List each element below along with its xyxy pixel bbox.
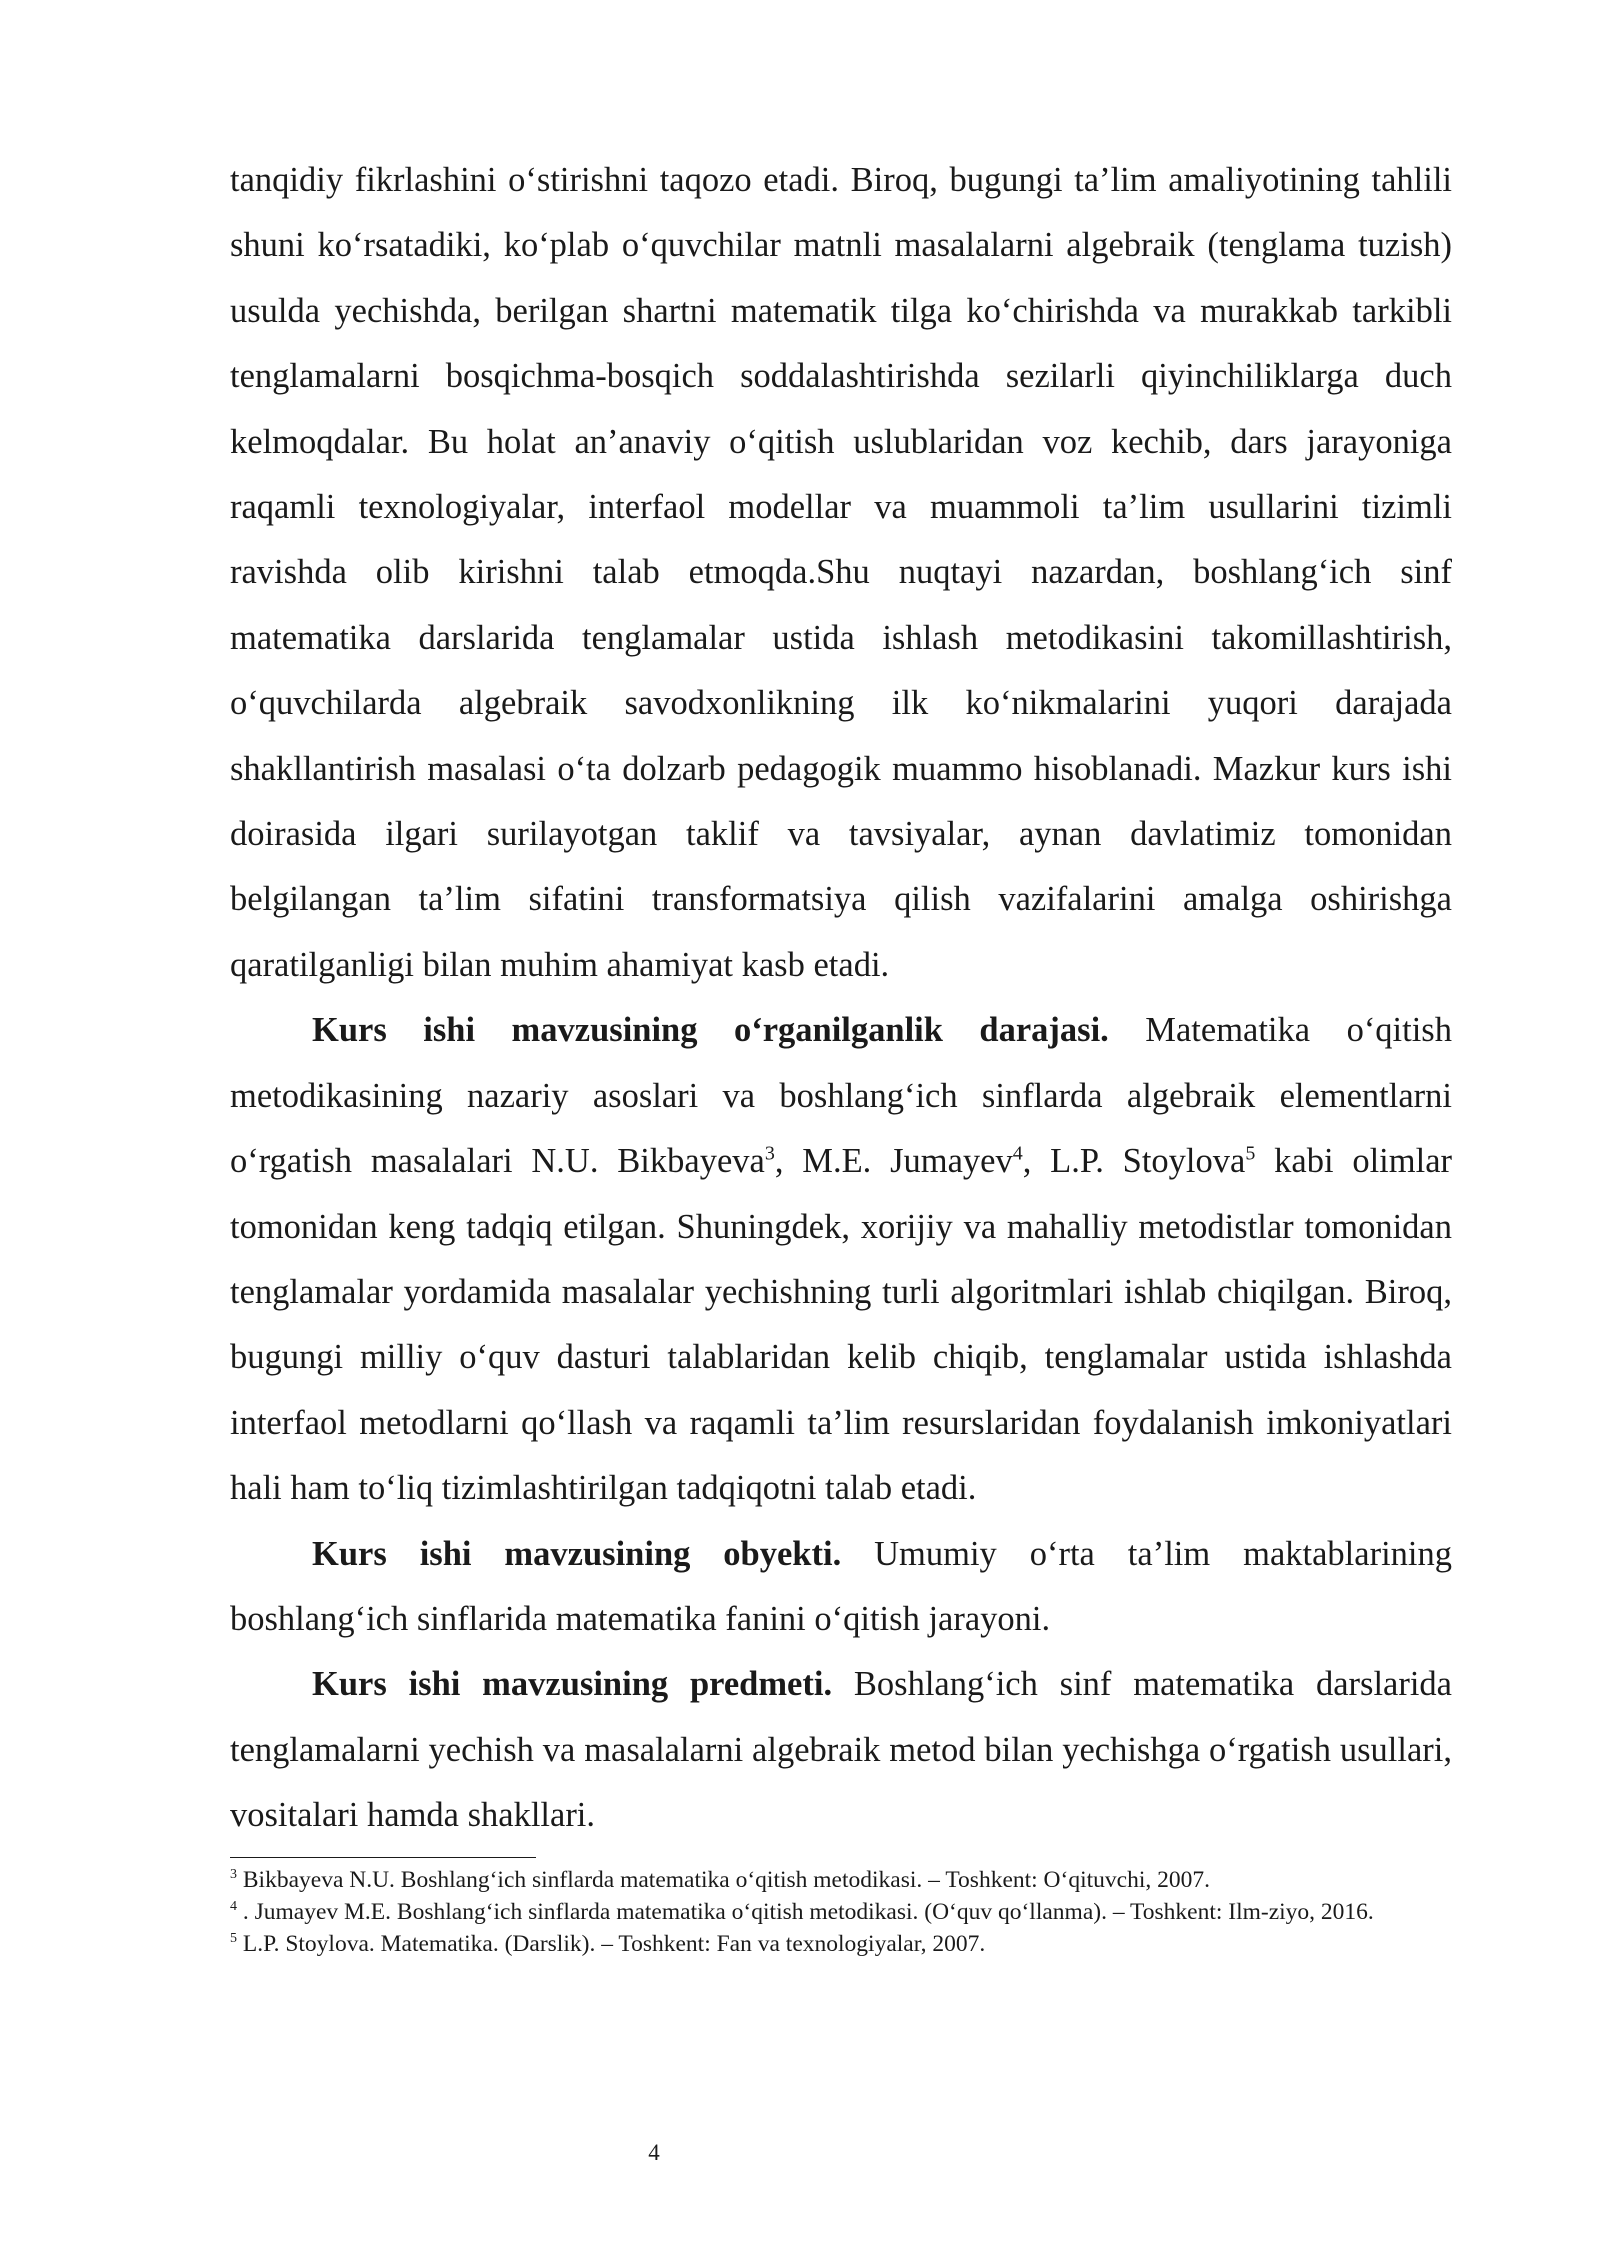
- section-heading-study-level: Kurs ishi mavzusining o‘rganilganlik darajasi.: [312, 1011, 1109, 1050]
- study-level-text-1: Matematika o‘qitish metodikasining nazariy asoslari va boshlang‘ich sinflarda algebraik elementlarni o‘rgatish masalalari N.U. Bikbayeva: [230, 1011, 1452, 1181]
- footnote-text-3: Bikbayeva N.U. Boshlang‘ich sinflarda matematika o‘qitish metodikasi. – Toshkent: O‘qituvchi, 2007.: [237, 1866, 1211, 1893]
- footnote-text-4: . Jumayev M.E. Boshlang‘ich sinflarda matematika o‘qitish metodikasi. (O‘quv qo‘llanma). – Toshkent: Ilm-ziyo, 2016.: [237, 1898, 1374, 1925]
- footnotes: [230, 1864, 1452, 1960]
- paragraph-subject: [230, 1652, 1452, 1848]
- footnote-ref-5[interactable]: 5: [1245, 1142, 1256, 1165]
- paragraph-continuation: tanqidiy fikrlashini o‘stirishni taqozo etadi. Biroq, bugungi ta’lim amaliyotining tahlili shuni ko‘rsatadiki, ko‘plab o‘quvchilar matnli masalalarni algebraik (tenglama tuzish) usulda yechishda, berilgan shartni matematik tilga ko‘chirishda va murakkab tarkibli tenglamalarni bosqichma-bosqich soddalashtirishda sezilarli qiyinchiliklarga duch kelmoqdalar. Bu holat an’anaviy o‘qitish uslublaridan voz kechib, dars jarayoniga raqamli texnologiyalar, interfaol modellar va muammoli ta’lim usullarini tizimli ravishda olib kirishni talab etmoqda.Shu nuqtayi nazardan, boshlang‘ich sinf matematika darslarida tenglamalar ustida ishlash metodikasini takomillashtirish, o‘quvchilarda algebraik savodxonlikning ilk ko‘nikmalarini yuqori darajada shakllantirish masalasi o‘ta dolzarb pedagogik muammo hisoblanadi. Mazkur kurs ishi doirasida ilgari surilayotgan taklif va tavsiyalar, aynan davlatimiz tomonidan belgilangan ta’lim sifatini transformatsiya qilish vazifalarini amalga oshirishga qaratilganligi bilan muhim ahamiyat kasb etadi.: [230, 161, 1452, 984]
- document-page: [230, 148, 1452, 1960]
- section-heading-subject: Kurs ishi mavzusining predmeti.: [312, 1665, 833, 1704]
- footnote-mark-5: 5: [230, 1930, 237, 1946]
- subject-text: Boshlang‘ich sinf matematika darslarida tenglamalarni yechish va masalalarni algebraik metod bilan yechishga o‘rgatish usullari, vositalari hamda shakllari.: [230, 1665, 1452, 1835]
- study-level-text-2: , M.E. Jumayev: [774, 1142, 1013, 1181]
- footnote-mark-4: 4: [230, 1898, 237, 1914]
- footnote-3: [230, 1864, 1452, 1896]
- paragraph-study-level: [230, 998, 1452, 1521]
- section-heading-object: Kurs ishi mavzusining obyekti.: [312, 1534, 842, 1573]
- footnote-text-5: L.P. Stoylova. Matematika. (Darslik). – Toshkent: Fan va texnologiyalar, 2007.: [237, 1930, 986, 1957]
- footnote-4: [230, 1896, 1452, 1928]
- page-number: 4: [648, 2140, 660, 2165]
- footnote-ref-4[interactable]: 4: [1012, 1142, 1023, 1165]
- study-level-text-3: , L.P. Stoylova: [1022, 1142, 1246, 1181]
- footnote-divider: [230, 1857, 536, 1858]
- study-level-text-4: kabi olimlar tomonidan keng tadqiq etilgan. Shuningdek, xorijiy va mahalliy metodistlar tomonidan tenglamalar yordamida masalalar yechishning turli algoritmlari ishlab chiqilgan. Biroq, bugungi milliy o‘quv dasturi talablaridan kelib chiqib, tenglamalar ustida ishlashda interfaol metodlarni qo‘llash va raqamli ta’lim resurslaridan foydalanish imkoniyatlari hali ham to‘liq tizimlashtirilgan tadqiqotni talab etadi.: [230, 1142, 1452, 1508]
- paragraph-object: [230, 1522, 1452, 1653]
- object-text: Umumiy o‘rta ta’lim maktablarining boshlang‘ich sinflarida matematika fanini o‘qitish jarayoni.: [230, 1534, 1452, 1638]
- footnote-ref-3[interactable]: 3: [764, 1142, 775, 1165]
- footnote-5: [230, 1928, 1452, 1960]
- footnote-mark-3: 3: [230, 1866, 237, 1882]
